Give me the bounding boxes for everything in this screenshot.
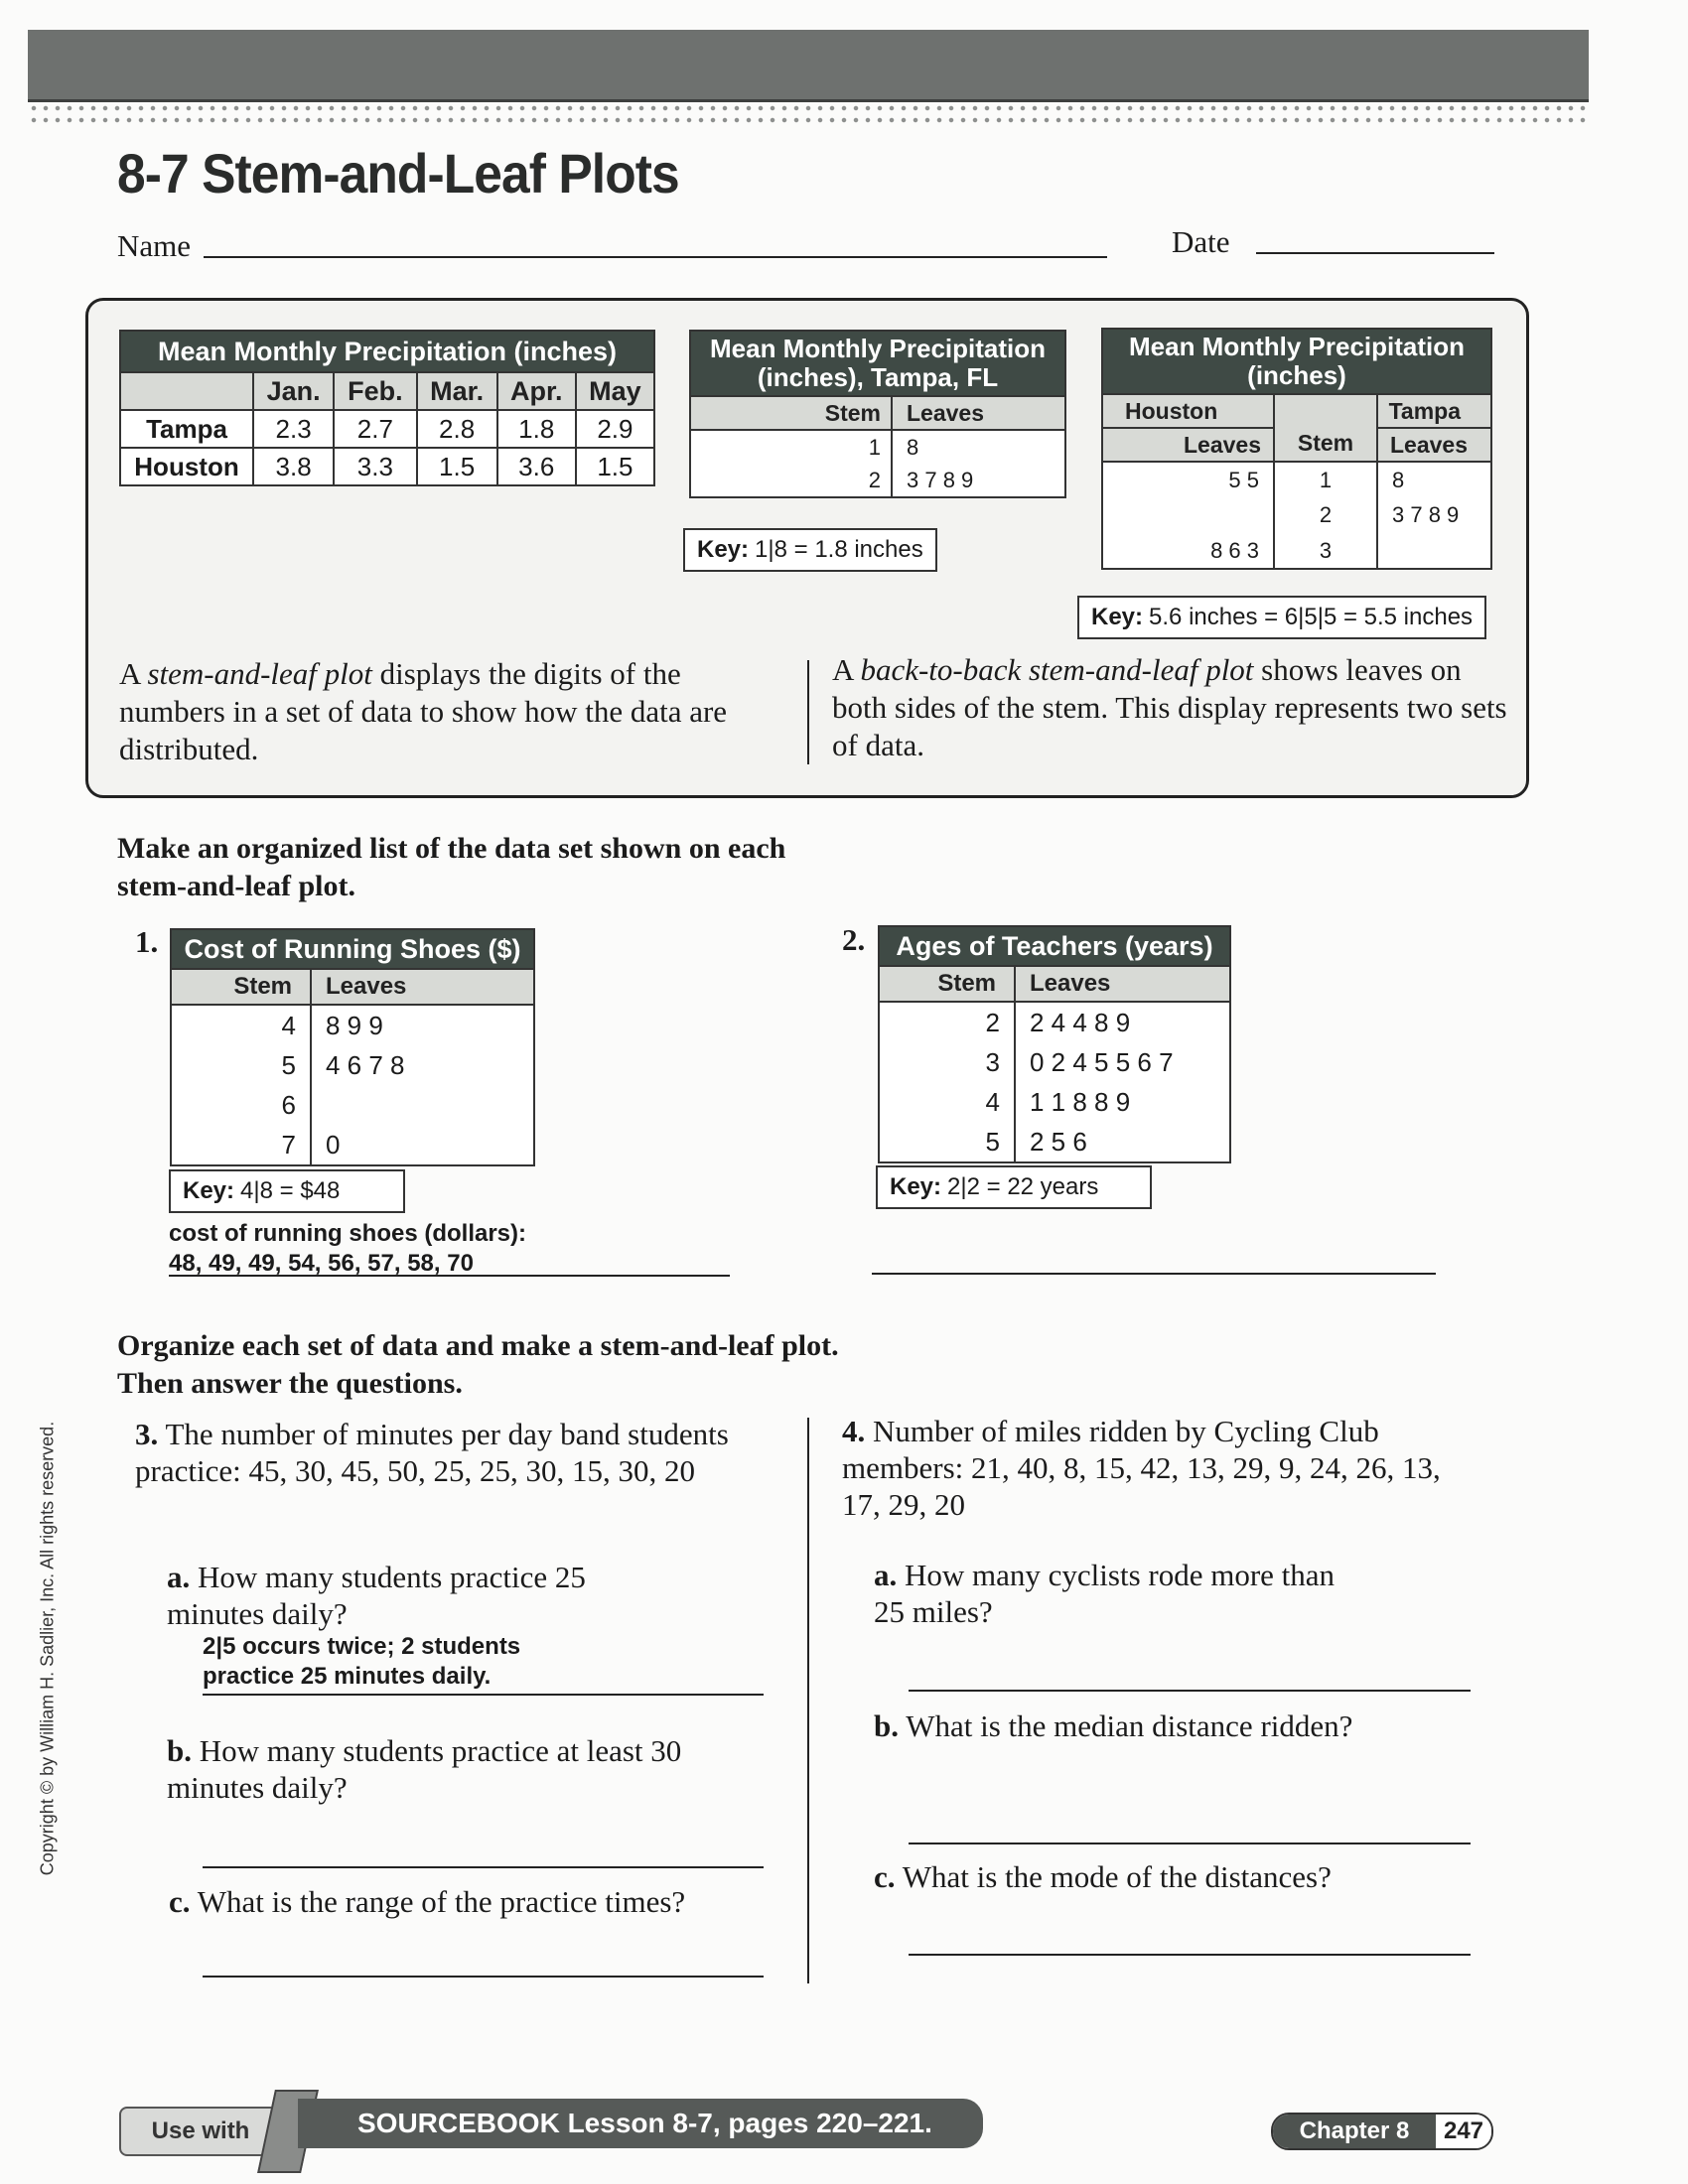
problem-number: 3.: [135, 1417, 159, 1451]
table-cell: 2.7: [334, 410, 416, 448]
back-to-back-plot-title: [1102, 329, 1491, 394]
stem-value: 1: [690, 430, 892, 464]
problem4c-answer-field[interactable]: [909, 1954, 1471, 1956]
problem1-answer-field[interactable]: [169, 1275, 730, 1277]
problem3-question-a: [167, 1559, 604, 1632]
problem3: [135, 1416, 731, 1489]
stem-value: 2: [879, 1002, 1015, 1042]
problem3-question-b: [167, 1732, 763, 1806]
problem4-question-c: [874, 1858, 1489, 1895]
table-row: [120, 410, 654, 448]
question-text: How many students practice 25 minutes daily?: [167, 1560, 586, 1631]
definition-divider: [807, 660, 809, 764]
table-row: [120, 448, 654, 485]
back-to-back-plot-key: [1077, 596, 1486, 639]
question-text: What is the range of the practice times?: [197, 1884, 686, 1919]
back-to-back-title-line2: (inches): [1247, 360, 1346, 390]
plot-row: [1102, 497, 1491, 533]
problem-text: The number of minutes per day band students practice: 45, 30, 45, 50, 25, 25, 30, 15, 30, 20: [135, 1417, 729, 1488]
stem-value: 6: [171, 1085, 311, 1125]
right-leaves-header: Leaves: [1377, 428, 1491, 462]
column-header: Jan.: [253, 372, 334, 410]
definition-term: back-to-back stem-and-leaf plot: [860, 652, 1254, 687]
problem4a-answer-field[interactable]: [909, 1690, 1471, 1692]
question-letter: a.: [874, 1558, 898, 1592]
plot-row: [171, 1125, 534, 1165]
answer-line: 48, 49, 49, 54, 56, 57, 58, 70: [169, 1250, 474, 1277]
definition-stem-and-leaf: [119, 655, 774, 768]
right-leaves-value: [1377, 533, 1491, 569]
plot-row: [1102, 462, 1491, 497]
instruction-line: stem-and-leaf plot.: [117, 870, 355, 902]
stem-header: Stem: [690, 396, 892, 430]
right-group-label: Tampa: [1377, 394, 1491, 428]
problem1-answer: [169, 1219, 526, 1279]
problem4-question-a: [874, 1557, 1340, 1630]
instruction-line: Make an organized list of the data set shown on each: [117, 832, 786, 865]
chapter-page-badge: [1271, 2113, 1493, 2150]
answer-line: cost of running shoes (dollars):: [169, 1220, 527, 1247]
tampa-stem-leaf-plot: [689, 330, 1066, 498]
problem4-question-b: [874, 1707, 1489, 1744]
back-to-back-title-line1: Mean Monthly Precipitation: [1128, 332, 1466, 361]
column-header-blank: [120, 372, 253, 410]
plot-row: [690, 464, 1065, 497]
leaves-header: Leaves: [892, 396, 1065, 430]
stem-header: Stem: [879, 966, 1015, 1002]
key-text: 2|2 = 22 years: [947, 1173, 1099, 1200]
problems-divider: [807, 1418, 809, 1983]
table-cell: 2.9: [576, 410, 654, 448]
running-shoes-key: [169, 1169, 405, 1213]
table-cell: 3.8: [253, 448, 334, 485]
plot-row: [879, 1002, 1230, 1042]
left-leaves-value: 5 5: [1102, 462, 1274, 497]
running-shoes-stem-leaf-plot: [170, 928, 535, 1166]
row-label: Tampa: [120, 410, 253, 448]
problem4: [842, 1413, 1458, 1523]
question-text: How many students practice at least 30 minutes daily?: [167, 1733, 682, 1805]
column-header: Feb.: [334, 372, 416, 410]
instruction-line: Organize each set of data and make a stem-and-leaf plot.: [117, 1329, 839, 1362]
name-field[interactable]: [204, 256, 1107, 258]
table-cell: 1.5: [576, 448, 654, 485]
table-cell: 1.8: [497, 410, 576, 448]
stem-header: Stem: [171, 969, 311, 1005]
tampa-plot-key: [683, 528, 937, 572]
question-letter: a.: [167, 1560, 191, 1594]
question-text: How many cyclists rode more than 25 miles?: [874, 1558, 1336, 1629]
table-cell: 2.8: [417, 410, 497, 448]
plot-row: [690, 430, 1065, 464]
column-header: May: [576, 372, 654, 410]
plot-row: [171, 1045, 534, 1085]
question-letter: b.: [874, 1708, 899, 1743]
precipitation-table: [119, 330, 655, 486]
date-label: Date: [1172, 224, 1230, 259]
chapter-label: Chapter 8: [1273, 2115, 1436, 2148]
definition-term: stem-and-leaf plot: [147, 656, 372, 691]
definition-body: displays the digits of the numbers in a set of data to show how the data are distributed.: [119, 656, 728, 766]
plot-row: [879, 1122, 1230, 1162]
key-label: Key:: [183, 1177, 235, 1204]
problem3a-answer-field[interactable]: [203, 1694, 764, 1696]
question-text: What is the median distance ridden?: [906, 1708, 1353, 1743]
question-text: What is the mode of the distances?: [902, 1859, 1332, 1894]
plot-row: [1102, 533, 1491, 569]
stem-value: 2: [690, 464, 892, 497]
stem-value: 3: [1274, 533, 1377, 569]
stem-value: 5: [171, 1045, 311, 1085]
section2-instructions: [117, 1327, 839, 1403]
leaves-value: 4 6 7 8: [311, 1045, 534, 1085]
problem3a-answer: 2|5 occurs twice; 2 students practice 25 minutes daily.: [203, 1633, 521, 1690]
plot-row: [171, 1085, 534, 1125]
leaves-header: Leaves: [311, 969, 534, 1005]
leaves-value: 0: [311, 1125, 534, 1165]
key-label: Key:: [697, 536, 750, 563]
tampa-plot-title-line1: Mean Monthly Precipitation: [709, 334, 1047, 363]
plot-row: [879, 1082, 1230, 1122]
leaves-header: Leaves: [1015, 966, 1230, 1002]
plot-title: Ages of Teachers (years): [879, 926, 1230, 966]
definition-body: shows leaves on both sides of the stem. This display represents two sets of data.: [832, 652, 1507, 762]
leaves-value: [311, 1085, 534, 1125]
stem-header: Stem: [1274, 394, 1377, 462]
column-header: Mar.: [417, 372, 497, 410]
header-band: [28, 30, 1589, 102]
problem-number: 2.: [842, 922, 866, 957]
teacher-ages-stem-leaf-plot: [878, 925, 1231, 1163]
precipitation-table-title: Mean Monthly Precipitation (inches): [120, 331, 654, 372]
problem2-answer-field[interactable]: [872, 1273, 1436, 1275]
problem-number: 1.: [135, 924, 159, 959]
problem3c-answer-field[interactable]: [203, 1976, 764, 1978]
name-label: Name: [117, 228, 192, 263]
question-letter: c.: [169, 1884, 191, 1919]
sourcebook-reference: SOURCEBOOK Lesson 8-7, pages 220–221.: [298, 2099, 983, 2148]
leaves-value: 0 2 4 5 5 6 7: [1015, 1042, 1230, 1082]
stem-value: 7: [171, 1125, 311, 1165]
problem3-question-c: [169, 1883, 784, 1920]
instruction-line: Then answer the questions.: [117, 1367, 463, 1400]
key-label: Key:: [890, 1173, 942, 1200]
stem-value: 4: [171, 1005, 311, 1045]
key-text: 5.6 inches = 6|5|5 = 5.5 inches: [1149, 604, 1474, 630]
leaves-value: 1 1 8 8 9: [1015, 1082, 1230, 1122]
stem-value: 3: [879, 1042, 1015, 1082]
definition-prefix: A: [119, 656, 148, 691]
section1-instructions: [117, 830, 785, 905]
stem-value: 4: [879, 1082, 1015, 1122]
question-letter: b.: [167, 1733, 192, 1768]
right-leaves-value: 8: [1377, 462, 1491, 497]
stem-value: 5: [879, 1122, 1015, 1162]
leaves-value: 3 7 8 9: [892, 464, 1065, 497]
left-leaves-value: [1102, 497, 1274, 533]
problem-text: Number of miles ridden by Cycling Club members: 21, 40, 8, 15, 42, 13, 29, 9, 24, 26, 13, 17, 29, 20: [842, 1414, 1441, 1522]
left-group-label: Houston: [1102, 394, 1274, 428]
leaves-value: 2 5 6: [1015, 1122, 1230, 1162]
table-cell: 2.3: [253, 410, 334, 448]
key-text: 4|8 = $48: [240, 1177, 341, 1204]
problem4b-answer-field[interactable]: [909, 1843, 1471, 1844]
stem-value: 2: [1274, 497, 1377, 533]
plot-title: Cost of Running Shoes ($): [171, 929, 534, 969]
question-letter: c.: [874, 1859, 896, 1894]
plot-row: [171, 1005, 534, 1045]
plot-row: [879, 1042, 1230, 1082]
problem-number: 4.: [842, 1414, 866, 1448]
column-header: Apr.: [497, 372, 576, 410]
lesson-title: 8-7 Stem-and-Leaf Plots: [117, 142, 679, 205]
use-with-label: Use with: [119, 2107, 282, 2156]
table-cell: 1.5: [417, 448, 497, 485]
date-field[interactable]: [1256, 252, 1494, 254]
leaves-value: 2 4 4 8 9: [1015, 1002, 1230, 1042]
left-leaves-value: 8 6 3: [1102, 533, 1274, 569]
table-cell: 3.3: [334, 448, 416, 485]
row-label: Houston: [120, 448, 253, 485]
left-leaves-header: Leaves: [1102, 428, 1274, 462]
copyright-notice: Copyright © by William H. Sadlier, Inc. All rights reserved.: [37, 1421, 58, 1876]
leaves-value: 8: [892, 430, 1065, 464]
problem3b-answer-field[interactable]: [203, 1866, 764, 1868]
leaves-value: 8 9 9: [311, 1005, 534, 1045]
key-text: 1|8 = 1.8 inches: [755, 536, 923, 563]
teacher-ages-key: [876, 1165, 1152, 1209]
table-cell: 3.6: [497, 448, 576, 485]
page-number: 247: [1436, 2115, 1491, 2148]
tampa-plot-title-line2: (inches), Tampa, FL: [757, 362, 999, 392]
tampa-plot-title: [690, 331, 1065, 396]
definition-prefix: A: [832, 652, 861, 687]
definition-back-to-back: [832, 651, 1507, 764]
right-leaves-value: 3 7 8 9: [1377, 497, 1491, 533]
back-to-back-stem-leaf-plot: [1101, 328, 1492, 570]
header-dot-pattern: [28, 102, 1589, 128]
stem-value: 1: [1274, 462, 1377, 497]
key-label: Key:: [1091, 604, 1144, 630]
